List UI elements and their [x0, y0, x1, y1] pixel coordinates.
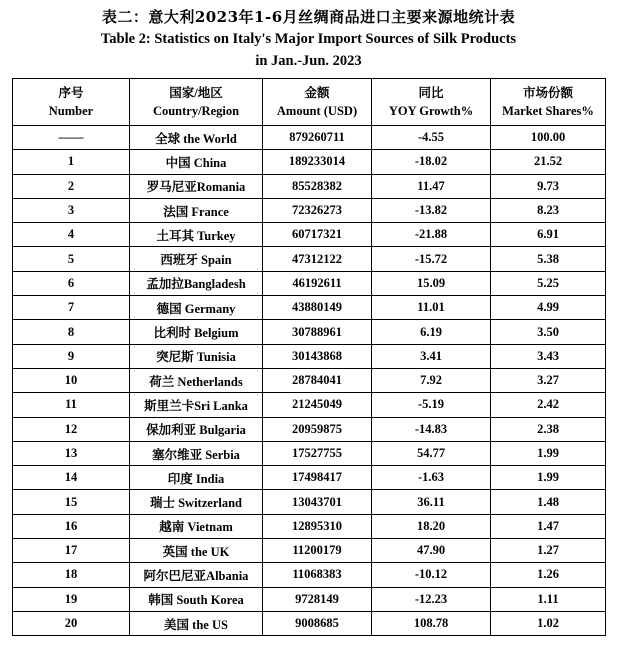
- table-row: [13, 393, 606, 417]
- cell-yoy: -12.23: [372, 587, 491, 611]
- cell-yoy: 36.11: [372, 490, 491, 514]
- table-row: [13, 611, 606, 635]
- cell-share: 1.11: [491, 587, 606, 611]
- cell-number: 4: [13, 223, 130, 247]
- cell-yoy: -14.83: [372, 417, 491, 441]
- cell-country: 越南 Vietnam: [130, 514, 263, 538]
- cell-amount: 72326273: [263, 198, 372, 222]
- cell-number: 15: [13, 490, 130, 514]
- cell-country: 保加利亚 Bulgaria: [130, 417, 263, 441]
- cell-share: 1.27: [491, 539, 606, 563]
- cell-amount: 43880149: [263, 296, 372, 320]
- cell-country: 全球 the World: [130, 126, 263, 150]
- cell-amount: 9008685: [263, 611, 372, 635]
- table-row: [13, 368, 606, 392]
- table-body: [13, 126, 606, 636]
- cell-yoy: 6.19: [372, 320, 491, 344]
- table-row: [13, 514, 606, 538]
- cell-number: 6: [13, 271, 130, 295]
- cell-share: 1.99: [491, 441, 606, 465]
- cell-country: 韩国 South Korea: [130, 587, 263, 611]
- cell-yoy: 18.20: [372, 514, 491, 538]
- table-row: [13, 587, 606, 611]
- cell-amount: 85528382: [263, 174, 372, 198]
- cell-share: 1.99: [491, 466, 606, 490]
- cell-country: 斯里兰卡Sri Lanka: [130, 393, 263, 417]
- table-row: [13, 344, 606, 368]
- table-row: [13, 563, 606, 587]
- cell-country: 罗马尼亚Romania: [130, 174, 263, 198]
- cell-amount: 17527755: [263, 441, 372, 465]
- header-amount-cn: 金额: [304, 86, 330, 100]
- cell-number: 11: [13, 393, 130, 417]
- cell-yoy: 11.01: [372, 296, 491, 320]
- cell-number: 8: [13, 320, 130, 344]
- cell-amount: 46192611: [263, 271, 372, 295]
- cell-amount: 11068383: [263, 563, 372, 587]
- cell-share: 8.23: [491, 198, 606, 222]
- cell-yoy: -10.12: [372, 563, 491, 587]
- title-english-line1: Table 2: Statistics on Italy's Major Import Sources of Silk Products: [100, 31, 517, 47]
- cell-share: 6.91: [491, 223, 606, 247]
- cell-share: 1.47: [491, 514, 606, 538]
- cell-country: 美国 the US: [130, 611, 263, 635]
- cell-share: 1.02: [491, 611, 606, 635]
- title-chinese: 表二：意大利2023年1-6月丝绸商品进口主要来源地统计表: [101, 8, 516, 26]
- cell-share: 100.00: [491, 126, 606, 150]
- header-yoy-en: YOY Growth%: [388, 104, 474, 118]
- cell-number: 18: [13, 563, 130, 587]
- cell-number: 10: [13, 368, 130, 392]
- cell-amount: 20959875: [263, 417, 372, 441]
- cell-country: 印度 India: [130, 466, 263, 490]
- cell-country: 土耳其 Turkey: [130, 223, 263, 247]
- cell-yoy: -21.88: [372, 223, 491, 247]
- table-row: [13, 198, 606, 222]
- cell-amount: 17498417: [263, 466, 372, 490]
- cell-number: ——: [13, 126, 130, 150]
- cell-amount: 12895310: [263, 514, 372, 538]
- table-row: [13, 441, 606, 465]
- header-country: [130, 79, 263, 126]
- cell-yoy: 11.47: [372, 174, 491, 198]
- cell-country: 西班牙 Spain: [130, 247, 263, 271]
- header-number-cn: 序号: [58, 86, 84, 100]
- table-row: [13, 490, 606, 514]
- cell-country: 英国 the UK: [130, 539, 263, 563]
- header-share-en: Market Shares%: [502, 104, 594, 118]
- header-row: [13, 79, 606, 126]
- cell-yoy: -18.02: [372, 150, 491, 174]
- cell-yoy: 3.41: [372, 344, 491, 368]
- cell-country: 突尼斯 Tunisia: [130, 344, 263, 368]
- header-number-en: Number: [48, 104, 94, 118]
- table-row: [13, 271, 606, 295]
- cell-share: 3.50: [491, 320, 606, 344]
- cell-share: 4.99: [491, 296, 606, 320]
- cell-amount: 60717321: [263, 223, 372, 247]
- cell-amount: 189233014: [263, 150, 372, 174]
- cell-country: 孟加拉Bangladesh: [130, 271, 263, 295]
- cell-share: 2.42: [491, 393, 606, 417]
- cell-number: 1: [13, 150, 130, 174]
- cell-share: 2.38: [491, 417, 606, 441]
- cell-country: 比利时 Belgium: [130, 320, 263, 344]
- cell-country: 德国 Germany: [130, 296, 263, 320]
- table-row: [13, 150, 606, 174]
- table-header: [13, 79, 606, 126]
- cell-number: 17: [13, 539, 130, 563]
- cell-yoy: 54.77: [372, 441, 491, 465]
- header-share: [491, 79, 606, 126]
- cell-share: 1.48: [491, 490, 606, 514]
- cell-number: 16: [13, 514, 130, 538]
- header-yoy-cn: 同比: [418, 86, 444, 100]
- cell-amount: 47312122: [263, 247, 372, 271]
- cell-amount: 30788961: [263, 320, 372, 344]
- cell-yoy: 47.90: [372, 539, 491, 563]
- table-row: [13, 296, 606, 320]
- table-row: [13, 466, 606, 490]
- cell-country: 瑞士 Switzerland: [130, 490, 263, 514]
- header-yoy: [372, 79, 491, 126]
- table-row: [13, 247, 606, 271]
- cell-country: 中国 China: [130, 150, 263, 174]
- cell-number: 20: [13, 611, 130, 635]
- cell-share: 3.27: [491, 368, 606, 392]
- cell-number: 9: [13, 344, 130, 368]
- cell-number: 3: [13, 198, 130, 222]
- cell-amount: 13043701: [263, 490, 372, 514]
- cell-number: 14: [13, 466, 130, 490]
- cell-share: 3.43: [491, 344, 606, 368]
- cell-share: 1.26: [491, 563, 606, 587]
- cell-yoy: -5.19: [372, 393, 491, 417]
- cell-amount: 21245049: [263, 393, 372, 417]
- header-country-cn: 国家/地区: [169, 86, 223, 100]
- cell-amount: 11200179: [263, 539, 372, 563]
- cell-share: 21.52: [491, 150, 606, 174]
- cell-share: 5.25: [491, 271, 606, 295]
- header-number: [13, 79, 130, 126]
- cell-amount: 9728149: [263, 587, 372, 611]
- table-row: [13, 126, 606, 150]
- cell-number: 2: [13, 174, 130, 198]
- cell-yoy: 15.09: [372, 271, 491, 295]
- cell-country: 阿尔巴尼亚Albania: [130, 563, 263, 587]
- cell-number: 7: [13, 296, 130, 320]
- cell-country: 塞尔维亚 Serbia: [130, 441, 263, 465]
- cell-number: 5: [13, 247, 130, 271]
- cell-country: 荷兰 Netherlands: [130, 368, 263, 392]
- cell-number: 13: [13, 441, 130, 465]
- cell-number: 12: [13, 417, 130, 441]
- table-row: [13, 223, 606, 247]
- title-english-line2: in Jan.-Jun. 2023: [255, 53, 362, 69]
- header-amount: [263, 79, 372, 126]
- table-row: [13, 174, 606, 198]
- cell-yoy: -1.63: [372, 466, 491, 490]
- cell-share: 5.38: [491, 247, 606, 271]
- cell-yoy: 108.78: [372, 611, 491, 635]
- cell-country: 法国 France: [130, 198, 263, 222]
- cell-number: 19: [13, 587, 130, 611]
- cell-amount: 879260711: [263, 126, 372, 150]
- cell-amount: 28784041: [263, 368, 372, 392]
- cell-amount: 30143868: [263, 344, 372, 368]
- table-row: [13, 320, 606, 344]
- header-amount-en: Amount (USD): [276, 104, 358, 118]
- cell-yoy: -15.72: [372, 247, 491, 271]
- cell-yoy: -13.82: [372, 198, 491, 222]
- header-share-cn: 市场份额: [522, 86, 573, 100]
- cell-yoy: 7.92: [372, 368, 491, 392]
- table-row: [13, 417, 606, 441]
- header-country-en: Country/Region: [152, 104, 240, 118]
- import-sources-table: [12, 78, 606, 636]
- cell-share: 9.73: [491, 174, 606, 198]
- table-row: [13, 539, 606, 563]
- cell-yoy: -4.55: [372, 126, 491, 150]
